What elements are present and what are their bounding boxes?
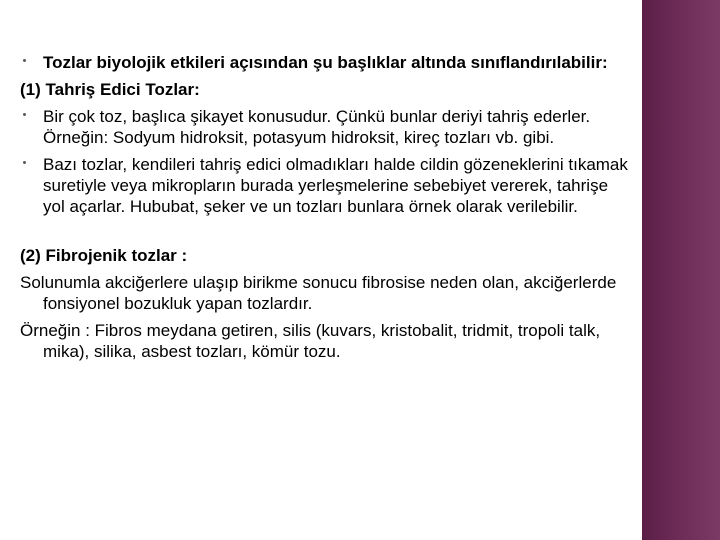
spacer xyxy=(20,223,630,245)
slide-content xyxy=(20,52,630,368)
section2-definition: Solunumla akciğerlere ulaşıp birikme sonucu fibrosise neden olan, akciğerlerde fonsiyonel bozukluk yapan tozlardır. xyxy=(20,273,617,313)
section1-heading: (1) Tahriş Edici Tozlar: xyxy=(20,80,200,99)
section1-bullet-text: Bir çok toz, başlıca şikayet konusudur. Çünkü bunlar deriyi tahriş ederler. Örneğin: Sodyum hidroksit, potasyum hidroksit, kireç tozları vb. gibi. xyxy=(43,107,591,147)
intro-text: Tozlar biyolojik etkileri açısından şu başlıklar altında sınıflandırılabilir: xyxy=(43,53,608,72)
decorative-side-band xyxy=(642,0,720,540)
section1-bullet-2 xyxy=(20,154,630,217)
bullet-dot-icon xyxy=(23,59,26,62)
section2-heading: (2) Fibrojenik tozlar : xyxy=(20,246,188,265)
bullet-dot-icon xyxy=(23,113,26,116)
section2-example: Örneğin : Fibros meydana getiren, silis (kuvars, kristobalit, tridmit, tropoli talk, mika), silika, asbest tozları, kömür tozu. xyxy=(20,321,601,361)
section1-bullet-text: Bazı tozlar, kendileri tahriş edici olmadıkları halde cildin gözeneklerini tıkamak suretiyle veya mikropların burada yerleşmelerine sebebiyet vererek, tahrişe yol açarlar. Hububat, şeker ve un tozları bunlara örnek olarak verilebilir. xyxy=(43,155,628,216)
bullet-dot-icon xyxy=(23,161,26,164)
section1-bullet-1 xyxy=(20,106,630,148)
intro-bullet xyxy=(20,52,630,73)
